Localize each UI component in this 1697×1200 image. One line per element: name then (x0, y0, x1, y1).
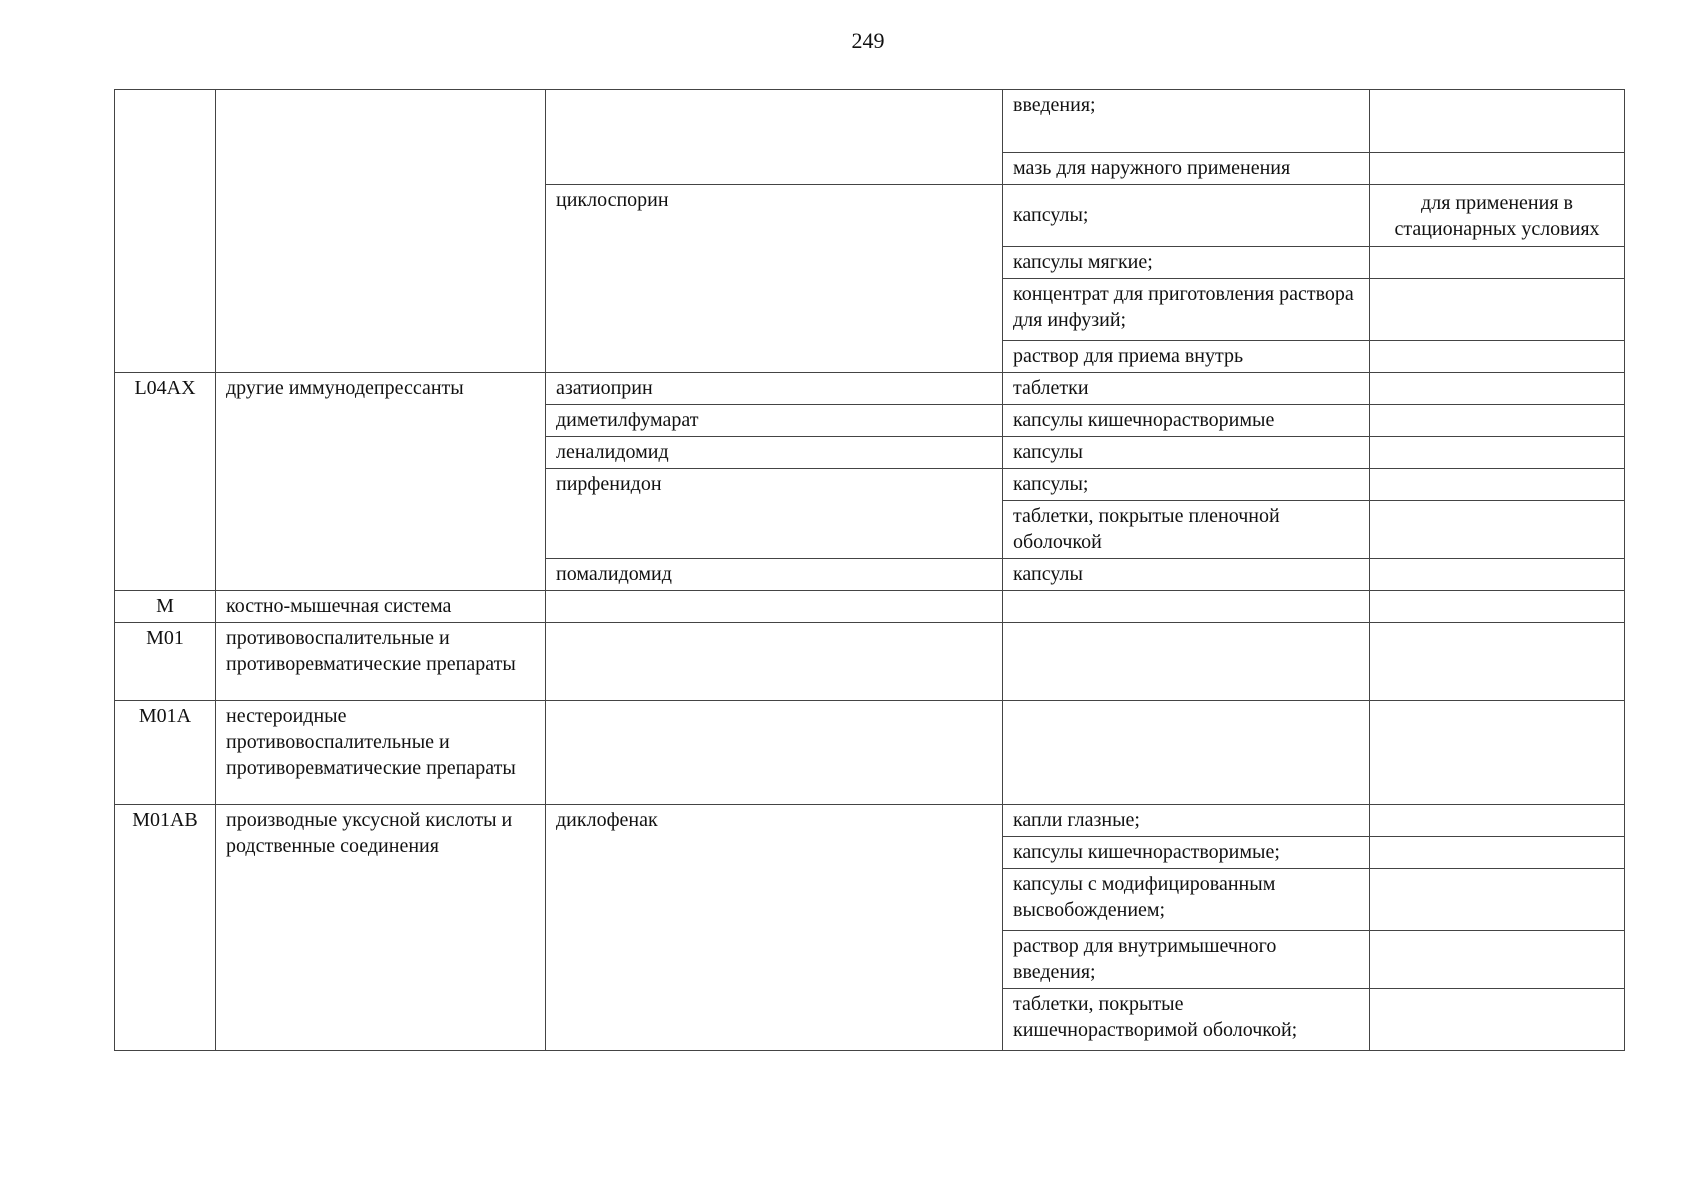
note-cell (1370, 931, 1625, 989)
atc-code-cell: M (115, 591, 216, 623)
note-cell (1370, 341, 1625, 373)
table-row (115, 591, 1625, 623)
dosage-form-cell: таблетки (1003, 373, 1370, 405)
atc-group-cell (216, 90, 546, 373)
dosage-form-cell: капсулы мягкие; (1003, 247, 1370, 279)
dosage-form-cell: капсулы с модифицированным высвобождением; (1003, 869, 1370, 931)
note-cell (1370, 837, 1625, 869)
note-cell (1370, 437, 1625, 469)
inn-cell: леналидомид (546, 437, 1003, 469)
dosage-form-cell: капсулы (1003, 437, 1370, 469)
inn-cell (546, 701, 1003, 805)
inn-cell (546, 591, 1003, 623)
inn-cell: диклофенак (546, 805, 1003, 1051)
atc-code-cell: M01A (115, 701, 216, 805)
atc-group-cell: костно-мышечная система (216, 591, 546, 623)
dosage-form-cell (1003, 591, 1370, 623)
atc-group-cell: производные уксусной кислоты и родственные соединения (216, 805, 546, 1051)
page-number: 249 (851, 28, 885, 53)
dosage-form-cell: капли глазные; (1003, 805, 1370, 837)
atc-code-cell (115, 90, 216, 373)
dosage-form-cell: мазь для наружного применения (1003, 153, 1370, 185)
atc-code-cell: L04AX (115, 373, 216, 591)
inn-cell: циклоспорин (546, 185, 1003, 373)
note-cell (1370, 989, 1625, 1051)
note-cell (1370, 591, 1625, 623)
dosage-form-cell: раствор для приема внутрь (1003, 341, 1370, 373)
table-row (115, 373, 1625, 405)
inn-cell: азатиоприн (546, 373, 1003, 405)
note-cell (1370, 559, 1625, 591)
inn-cell (546, 623, 1003, 701)
note-cell (1370, 469, 1625, 501)
dosage-form-cell: капсулы кишечнорастворимые; (1003, 837, 1370, 869)
inn-cell: диметилфумарат (546, 405, 1003, 437)
dosage-form-cell: введения; (1003, 90, 1370, 153)
inn-cell: помалидомид (546, 559, 1003, 591)
dosage-form-cell: таблетки, покрытые пленочной оболочкой (1003, 501, 1370, 559)
dosage-form-cell (1003, 701, 1370, 805)
dosage-form-cell (1003, 623, 1370, 701)
atc-group-cell: противовоспалительные и противоревматические препараты (216, 623, 546, 701)
atc-group-cell: нестероидные противовоспалительные и противоревматические препараты (216, 701, 546, 805)
table-row (115, 90, 1625, 153)
atc-code-cell: M01 (115, 623, 216, 701)
note-cell (1370, 279, 1625, 341)
dosage-form-cell: капсулы (1003, 559, 1370, 591)
inn-cell (546, 90, 1003, 185)
note-cell (1370, 153, 1625, 185)
atc-code-cell: M01AB (115, 805, 216, 1051)
dosage-form-cell: раствор для внутримышечного введения; (1003, 931, 1370, 989)
note-cell (1370, 373, 1625, 405)
note-cell (1370, 701, 1625, 805)
dosage-form-cell: капсулы; (1003, 185, 1370, 247)
dosage-form-cell: концентрат для приготовления раствора для инфузий; (1003, 279, 1370, 341)
note-cell (1370, 869, 1625, 931)
dosage-form-cell: капсулы кишечнорастворимые (1003, 405, 1370, 437)
dosage-form-cell: капсулы; (1003, 469, 1370, 501)
table-row (115, 623, 1625, 701)
note-cell (1370, 501, 1625, 559)
table-row (115, 701, 1625, 805)
note-cell: для применения в стационарных условиях (1370, 185, 1625, 247)
note-cell (1370, 805, 1625, 837)
drug-table (114, 89, 1625, 1051)
note-cell (1370, 247, 1625, 279)
note-cell (1370, 405, 1625, 437)
atc-group-cell: другие иммунодепрессанты (216, 373, 546, 591)
note-cell (1370, 623, 1625, 701)
table-row (115, 805, 1625, 837)
note-cell (1370, 90, 1625, 153)
dosage-form-cell: таблетки, покрытые кишечнорастворимой оболочкой; (1003, 989, 1370, 1051)
inn-cell: пирфенидон (546, 469, 1003, 559)
